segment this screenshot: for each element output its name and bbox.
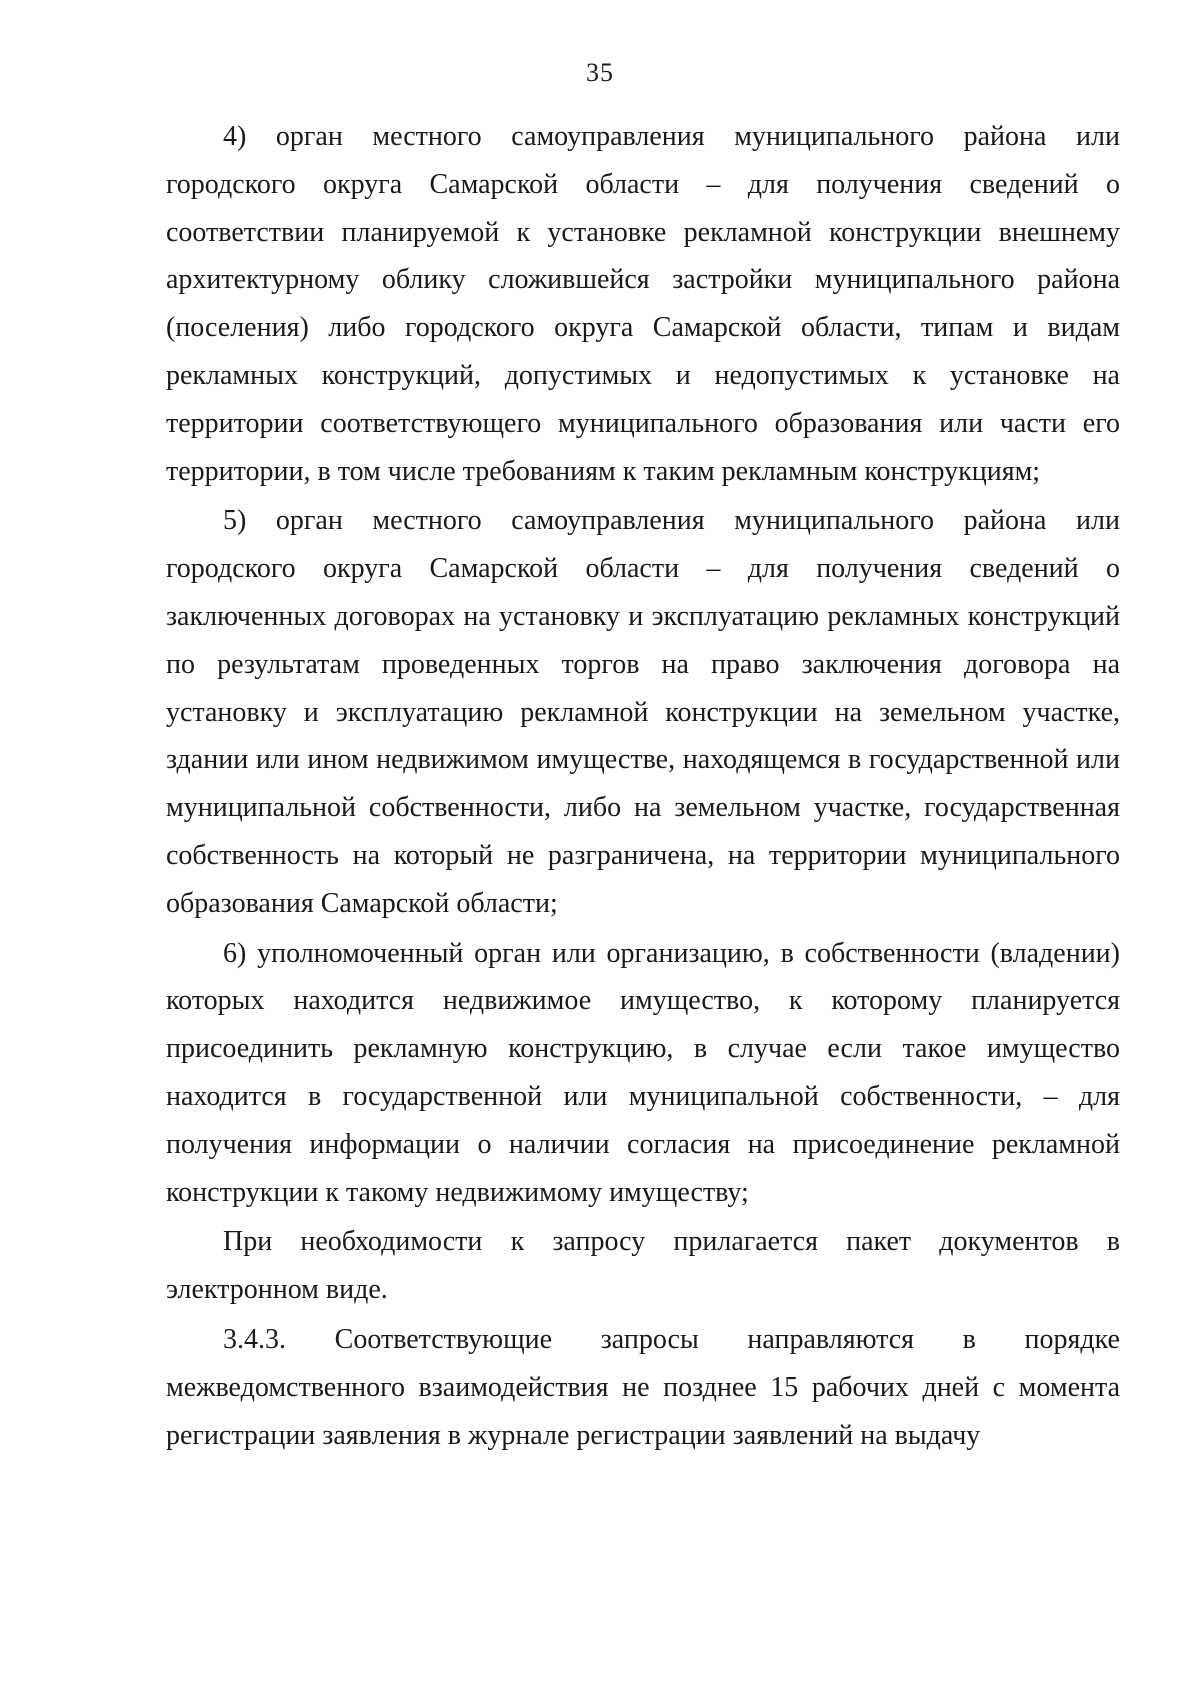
document-body — [166, 113, 1120, 1461]
paragraph-item-6: 6) уполномоченный орган или организацию, в собственности (владении) которых находится недвижимое имущество, к которому планируется присоединить рекламную конструкцию, в случае если такое имущество находится в государственной или муниципальной собственности, – для получения информации о наличии согласия на присоединение рекламной конструкции к такому недвижимому имуществу; — [166, 937, 1120, 1208]
paragraph-item-4: 4) орган местного самоуправления муниципального района или городского округа Самарской области – для получения сведений о соответствии планируемой к установке рекламной конструкции внешнему архитектурному облику сложившейся застройки муниципального района (поселения) либо городского округа Самарской области, типам и видам рекламных конструкций, допустимых и недопустимых к установке на территории соответствующего муниципального образования или части его территории, в том числе требованиям к таким рекламным конструкциям; — [166, 121, 1120, 487]
paragraph-item-5: 5) орган местного самоуправления муниципального района или городского округа Самарской области – для получения сведений о заключенных договорах на установку и эксплуатацию рекламных конструкций по результатам проведенных торгов на право заключения договора на установку и эксплуатацию рекламной конструкции на земельном участке, здании или ином недвижимом имуществе, находящемся в государственной или муниципальной собственности, либо на земельном участке, государственная собственность на который не разграничена, на территории муниципального образования Самарской области; — [166, 505, 1120, 919]
paragraph-attachment-note: При необходимости к запросу прилагается пакет документов в электронном виде. — [166, 1226, 1120, 1306]
page-number: 35 — [586, 58, 614, 87]
paragraph-section-3-4-3: 3.4.3. Соответствующие запросы направляются в порядке межведомственного взаимодействия не позднее 15 рабочих дней с момента регистрации заявления в журнале регистрации заявлений на выдачу — [166, 1323, 1120, 1451]
